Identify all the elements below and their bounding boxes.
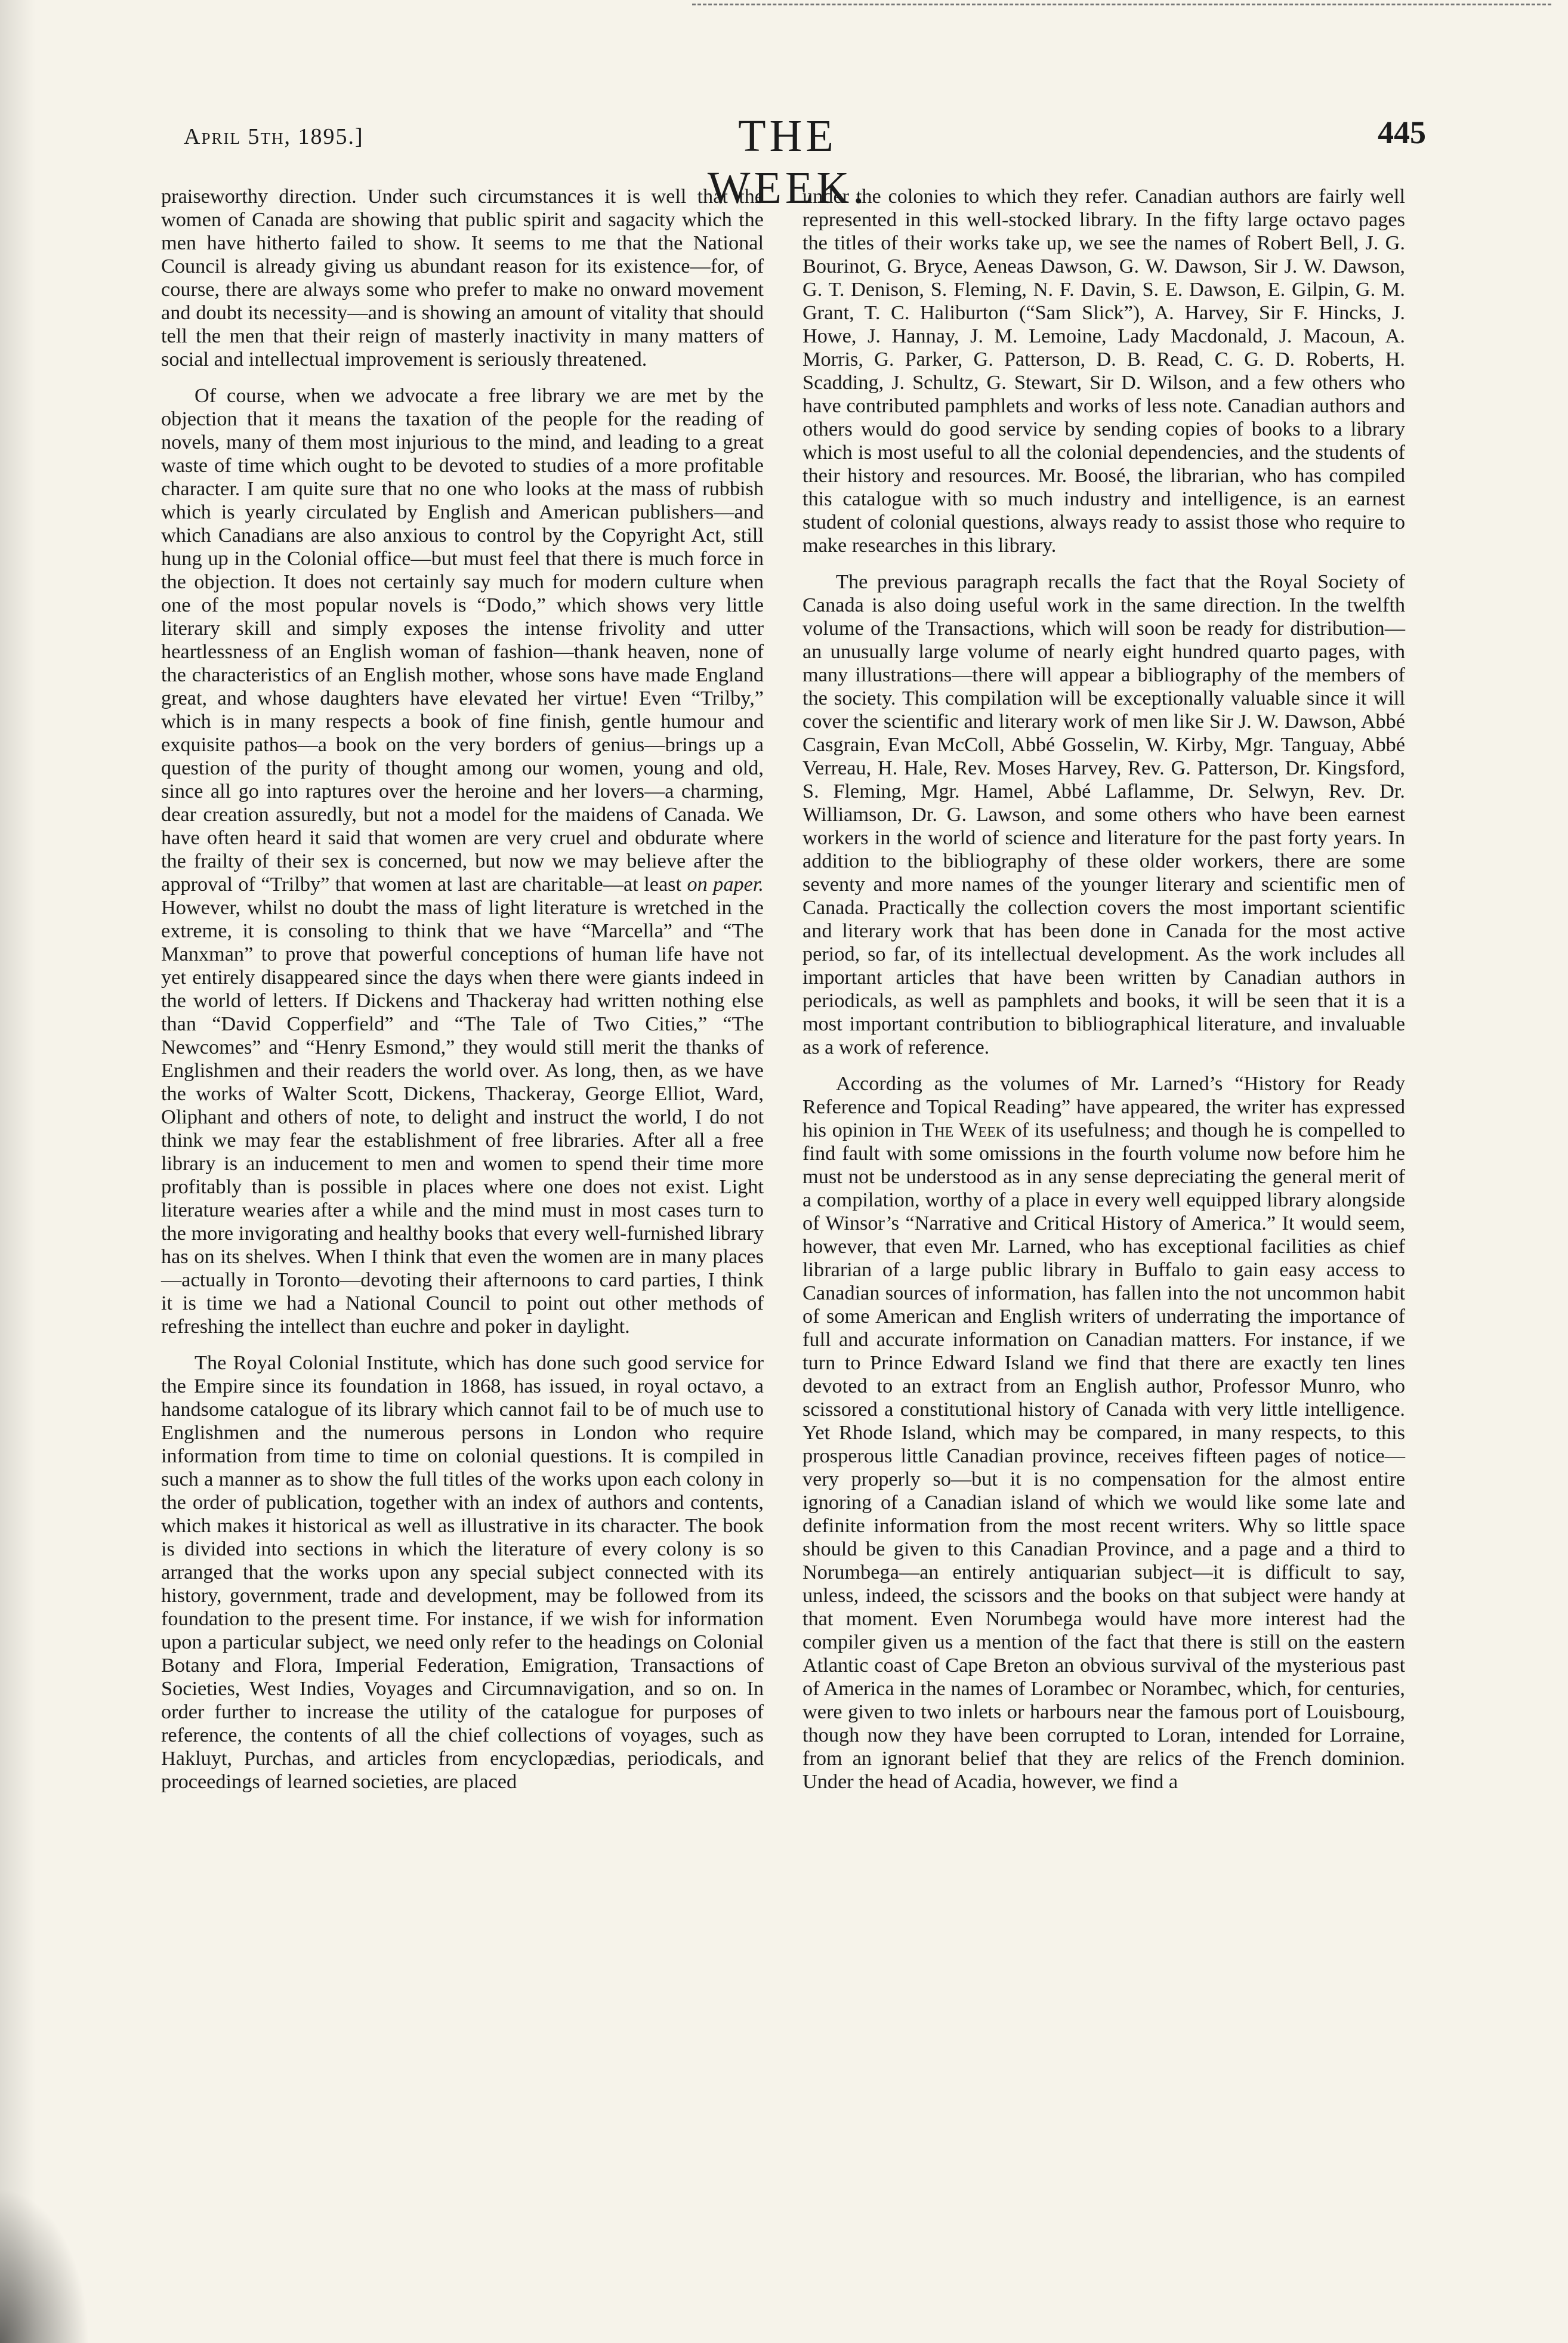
- paragraph-royal-colonial-institute: The Royal Colonial Institute, which has done such good service for the Empire since its foundation in 1868, has issued, in royal octavo, a handsome catalogue of its library which cannot fail to be of much use to Englishmen and the numerous persons in London who require information from time to time on colonial questions. It is compiled in such a manner as to show the full titles of the works upon each colony in the order of publication, together with an index of authors and contents, which makes it historical as well as illustrative in its character. The book is divided into sections in which the literature of every colony is so arranged that the works upon any special subject connected with its history, government, trade and development, may be followed from its foundation to the present time. For instance, if we wish for information upon a particular subject, we need only refer to the headings on Colonial Botany and Flora, Imperial Federation, Emigration, Transactions of Societies, West Indies, Voyages and Circumnavigation, and so on. In order further to increase the utility of the catalogue for purposes of reference, the contents of all the chief collections of voyages, such as Hakluyt, Purchas, and articles from encyclopædias, periodicals, and proceedings of learned societies, are placed: [161, 1351, 764, 1793]
- larned-text-b: of its usefulness; and though he is compelled to find fault with some omissions in the fourth volume now before him he must not be understood as in any sense depreciating the general merit of a compilation, worthy of a place in every well equipped library alongside of Winsor’s “Narrative and Critical History of America.” It would seem, however, that even Mr. Larned, who has exceptional facilities as chief librarian of a large public library in Buffalo to gain easy access to Canadian sources of information, has fallen into the not uncommon habit of some American and English writers of underrating the importance of full and accurate information on Canadian matters. For instance, if we turn to Prince Edward Island we find that there are exactly ten lines devoted to an extract from an English author, Professor Munro, who scissored a constitutional history of Canada with very little intelligence. Yet Rhode Island, which may be compared, in many respects, to this prosperous little Canadian province, receives fifteen pages of notice—very properly so—but it is no compensation for the almost entire ignoring of a Canadian island of which we would like some late and definite information from the most recent writers. Why so little space should be given to this Canadian Province, and a page and a third to Norumbega—an entirely antiquarian subject—it is difficult to say, unless, indeed, the scissors and the books on that subject were handy at that moment. Even Norumbega would have more interest had the compiler given us a mention of the fact that there is still on the eastern Atlantic coast of Cape Breton an obvious survival of the mysterious past of America in the names of Lorambec or Norambec, which, for centuries, were given to two inlets or harbours near the famous port of Louisbourg, though now they have been corrupted to Loran, intended for Lorraine, from an ignorant belief that they are relics of the French dominion. Under the head of Acadia, however, we find a: [802, 1119, 1406, 1793]
- paragraph-free-library: [161, 384, 764, 1338]
- left-column: [161, 185, 764, 2321]
- page-header: [0, 110, 1568, 213]
- right-column: [802, 185, 1405, 2321]
- free-library-italic: on paper.: [687, 873, 764, 896]
- larned-text-a: According as the volumes of Mr. Larned’s “History for Ready Reference and Topical Reading” have appeared, the writer has expressed his opinion in: [802, 1072, 1405, 1141]
- page-corner-wear: [0, 2188, 89, 2343]
- free-library-text-b: However, whilst no doubt the mass of light literature is wretched in the extreme, it is consoling to think that we have “Marcella” and “The Manxman” to prove that powerful conceptions of human life have not yet entirely disappeared since the days when there were giants indeed in the world of letters. If Dickens and Thackeray had written nothing else than “David Copperfield” and “The Tale of Two Cities,” “The Newcomes” and “Henry Esmond,” they would still merit the thanks of Englishmen and their readers the world over. As long, then, as we have the works of Walter Scott, Dickens, Thackeray, George Elliot, Ward, Oliphant and others of note, to delight and instruct the world, I do not think we may fear the establishment of free libraries. After all a free library is an inducement to men and women to spend their time more profitably than is possible in places where one does not exist. Light literature wearies after a while and the mind must in most cases turn to the more invigorating and healthy books that every well-furnished library has on its shelves. When I think that even the women are in many places—actually in Toronto—devoting their afternoons to card parties, I think it is time we had a National Council to point out other methods of refreshing the intellect than euchre and poker in daylight.: [161, 896, 764, 1338]
- free-library-text-a: Of course, when we advocate a free library we are met by the objection that it means the taxation of the people for the reading of novels, many of them most injurious to the mind, and leading to a great waste of time which ought to be devoted to studies of a more profitable character. I am quite sure that no one who looks at the mass of rubbish which is yearly circulated by English and American publishers—and which Canadians are also anxious to control by the Copyright Act, still hung up in the Colonial office—but must feel that there is much force in the objection. It does not certainly say much for modern culture when one of the most popular novels is “Dodo,” which shows very little literary skill and simply exposes the intense frivolity and utter heartlessness of an English woman of fashion—thank heaven, none of the characteristics of an English mother, whose sons have made England great, and whose daughters have elevated her virtue! Even “Trilby,” which is in many respects a book of fine finish, gentle humour and exquisite pathos—a book on the very borders of genius—brings up a question of the purity of thought among our women, young and old, since all go into raptures over the heroine and her lovers—a charming, dear creation assuredly, but not a model for the maidens of Canada. We have often heard it said that women are very cruel and obdurate where the frailty of their sex is concerned, but now we may believe after the approval of “Trilby” that women at last are charitable—at least: [161, 384, 764, 896]
- paragraph-national-council: praiseworthy direction. Under such circumstances it is well that the women of Canada are showing that public spirit and sagacity which the men have hitherto failed to show. It seems to me that the National Council is already giving us abundant reason for its existence—for, of course, there are always some who prefer to make no onward movement and doubt its necessity—and is showing an amount of vitality that should tell the men that their reign of masterly inactivity in many matters of social and intellectual improvement is seriously threatened.: [161, 185, 764, 371]
- top-rule: [692, 4, 1551, 5]
- page-number: 445: [1378, 115, 1426, 150]
- issue-date: April 5th, 1895.]: [184, 124, 364, 149]
- the-week-reference: The Week: [922, 1119, 1007, 1141]
- paragraph-larned-history: [802, 1072, 1405, 1793]
- publication-title: THE WEEK.: [707, 111, 868, 213]
- page-edge-shadow: [0, 0, 36, 2343]
- paragraph-royal-society: The previous paragraph recalls the fact that the Royal Society of Canada is also doing useful work in the same direction. In the twelfth volume of the Transactions, which will soon be ready for distribution—an unusually large volume of nearly eight hundred quarto pages, with many illustrations—there will appear a bibliography of the members of the society. This compilation will be exceptionally valuable since it will cover the scientific and literary work of men like Sir J. W. Dawson, Abbé Casgrain, Evan McColl, Abbé Gosselin, W. Kirby, Mgr. Tanguay, Abbé Verreau, H. Hale, Rev. Moses Harvey, Rev. G. Patterson, Dr. Kingsford, S. Fleming, Mgr. Hamel, Abbé Laflamme, Dr. Selwyn, Rev. Dr. Williamson, Dr. G. Lawson, and some others who have been earnest workers in the world of science and literature for the past forty years. In addition to the bibliography of these older workers, there are some seventy and more names of the younger literary and scientific men of Canada. Practically the collection covers the most important scientific and literary work that has been done in Canada for the most active period, so far, of its intellectual development. As the work includes all important articles that have been written by Canadian authors in periodicals, as well as pamphlets and books, it will be seen that it is a most important contribution to bibliographical literature, and invaluable as a work of reference.: [802, 570, 1405, 1058]
- paragraph-canadian-authors: under the colonies to which they refer. Canadian authors are fairly well represented in this well-stocked library. In the fifty large octavo pages the titles of their works take up, we see the names of Robert Bell, J. G. Bourinot, G. Bryce, Aeneas Dawson, G. W. Dawson, Sir J. W. Dawson, G. T. Denison, S. Fleming, N. F. Davin, S. E. Dawson, E. Gilpin, G. M. Grant, T. C. Haliburton (“Sam Slick”), A. Harvey, Sir F. Hincks, J. Howe, J. Hannay, J. M. Lemoine, Lady Macdonald, J. Macoun, A. Morris, G. Parker, G. Patterson, D. B. Read, C. G. D. Roberts, H. Scadding, J. Schultz, G. Stewart, Sir D. Wilson, and a few others who have contributed pamphlets and works of less note. Canadian authors and others would do good service by sending copies of books to a library which is most useful to all the colonial dependencies, and the students of their history and resources. Mr. Boosé, the librarian, who has compiled this catalogue with so much industry and intelligence, is an earnest student of colonial questions, always ready to assist those who require to make researches in this library.: [802, 185, 1405, 557]
